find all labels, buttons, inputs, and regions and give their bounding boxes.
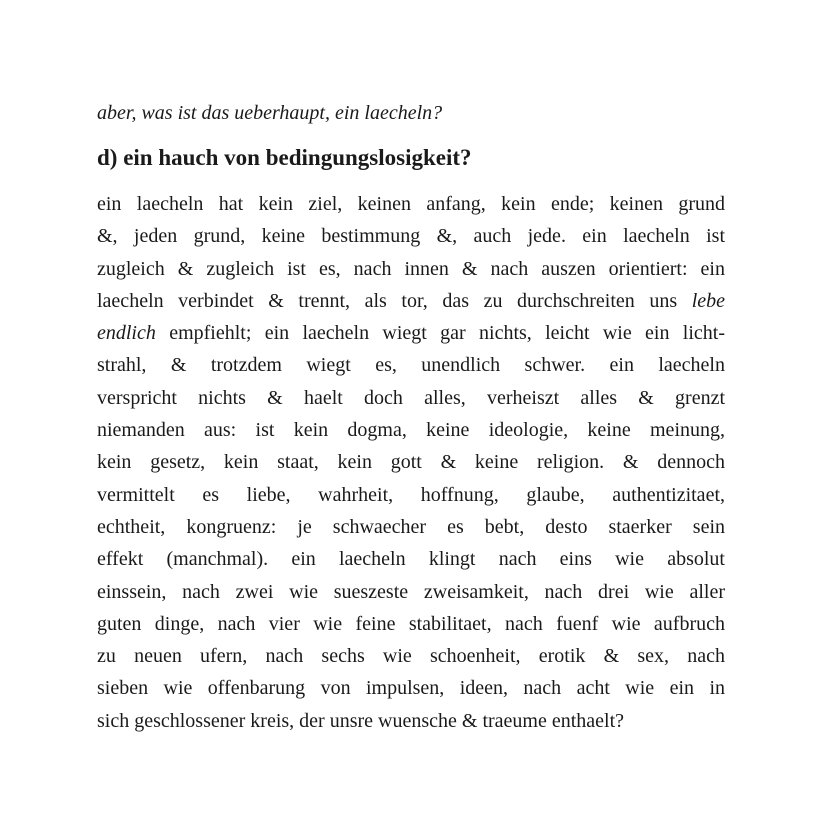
paragraph-line: sich geschlossener kreis, der unsre wuensche & traeume enthaelt? <box>97 709 625 732</box>
section-heading: d) ein hauch von bedingungslosigkeit? <box>97 145 472 170</box>
paragraph-line: strahl, & trotzdem wiegt es, unendlich schwer. ein laecheln <box>97 354 725 377</box>
paragraph-line: sieben wie offenbarung von impulsen, ideen, nach acht wie ein in <box>97 677 725 700</box>
intro-question: aber, was ist das ueberhaupt, ein laecheln? <box>97 102 443 124</box>
paragraph-line: endlich empfiehlt; ein laecheln wiegt gar nichts, leicht wie ein licht- <box>97 322 726 345</box>
italic-phrase: endlich <box>97 322 156 345</box>
paragraph-line: vermittelt es liebe, wahrheit, hoffnung, glaube, authentizitaet, <box>97 483 725 506</box>
paragraph-line: einssein, nach zwei wie sueszeste zweisamkeit, nach drei wie aller <box>97 580 725 603</box>
paragraph-line: niemanden aus: ist kein dogma, keine ideologie, keine meinung, <box>97 419 725 442</box>
paragraph-line: zugleich & zugleich ist es, nach innen & nach auszen orientiert: ein <box>97 257 725 280</box>
paragraph-line: kein gesetz, kein staat, kein gott & keine religion. & dennoch <box>97 451 725 474</box>
paragraph-line: effekt (manchmal). ein laecheln klingt nach eins wie absolut <box>97 548 725 571</box>
paragraph-line: zu neuen ufern, nach sechs wie schoenheit, erotik & sex, nach <box>97 645 725 668</box>
paragraph-line: echtheit, kongruenz: je schwaecher es bebt, desto staerker sein <box>97 515 725 538</box>
paragraph-line: guten dinge, nach vier wie feine stabilitaet, nach fuenf wie aufbruch <box>97 612 725 635</box>
body-paragraph <box>97 188 725 737</box>
italic-phrase: lebe <box>691 289 726 312</box>
paragraph-line: ein laecheln hat kein ziel, keinen anfang, kein ende; keinen grund <box>97 193 725 215</box>
paragraph-line: laecheln verbindet & trennt, als tor, das zu durchschreiten uns lebe <box>97 289 726 312</box>
paragraph-line: verspricht nichts & haelt doch alles, verheiszt alles & grenzt <box>97 386 725 409</box>
paragraph-line: &, jeden grund, keine bestimmung &, auch jede. ein laecheln ist <box>97 225 725 248</box>
